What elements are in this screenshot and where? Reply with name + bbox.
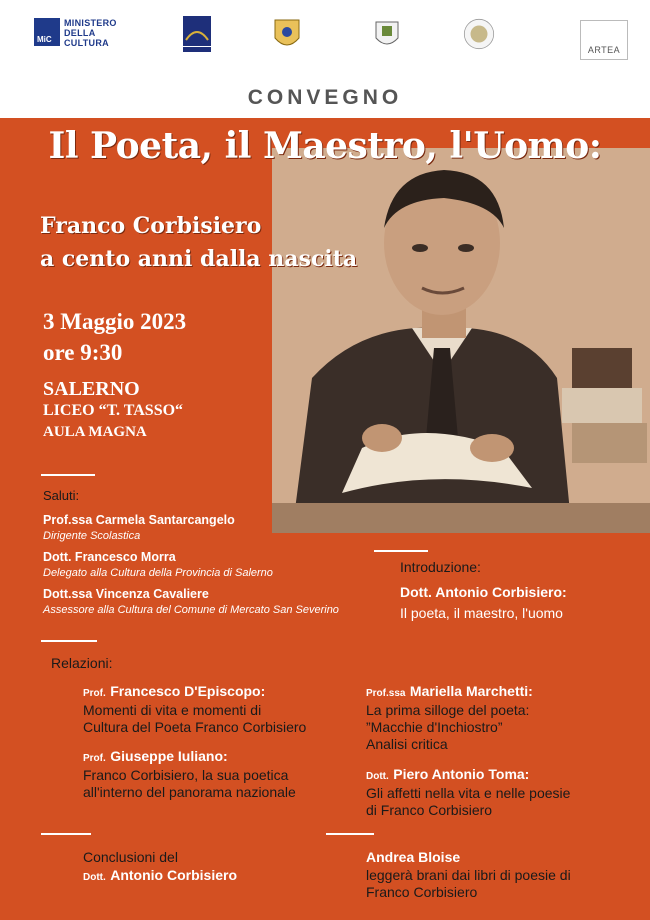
subtitle-line-1: Franco Corbisiero (40, 213, 262, 239)
divider (326, 833, 374, 835)
saluti-speaker-1: Prof.ssa Carmela Santarcangelo (43, 513, 235, 527)
ministry-culture-logo (34, 18, 134, 50)
mic-line-2: DELLA (64, 28, 96, 38)
portrait-photo (272, 148, 650, 533)
event-date: 3 Maggio 2023 (43, 309, 187, 334)
event-title: Il Poeta, il Maestro, l'Uomo: (48, 125, 602, 167)
saluti-role-2: Delegato alla Cultura della Provincia di Salerno (43, 567, 273, 579)
divider (41, 833, 91, 835)
divider (41, 640, 97, 642)
conclusioni-label: Conclusioni del (83, 849, 178, 865)
divider (41, 474, 95, 476)
conclusioni-speaker: Dott. Antonio Corbisiero (83, 867, 238, 883)
intro-topic: Il poeta, il maestro, l'uomo (400, 605, 563, 621)
relazione-4-topic: Gli affetti nella vita e nelle poesie di Franco Corbisiero (366, 785, 571, 818)
saluti-speaker-3: Dott.ssa Vincenza Cavaliere (43, 587, 209, 601)
relazione-2-topic: Franco Corbisiero, la sua poetica all'interno del panorama nazionale (83, 767, 296, 800)
relazione-1-topic: Momenti di vita e momenti di Cultura del Poeta Franco Corbisiero (83, 702, 307, 735)
event-venue: LICEO “T. TASSO“ (43, 402, 184, 419)
relazione-3-speaker: Prof.ssa Mariella Marchetti: (366, 683, 533, 699)
relazione-3-topic: La prima silloge del poeta: ”Macchie d'Inchiostro” Analisi critica (366, 702, 530, 752)
artea-label: ARTEA (587, 45, 621, 55)
lettura-speaker: Andrea Bloise (366, 849, 461, 865)
saluti-speaker-2: Dott. Francesco Morra (43, 550, 176, 564)
mic-line-3: CULTURA (64, 38, 109, 48)
intro-heading: Introduzione: (400, 559, 481, 575)
artea-logo (580, 20, 628, 60)
divider (374, 550, 428, 552)
kicker: CONVEGNO (247, 86, 403, 109)
relazioni-heading: Relazioni: (51, 655, 113, 671)
relazione-4-speaker: Dott. Piero Antonio Toma: (366, 766, 530, 782)
provincia-salerno-logo (270, 14, 304, 54)
relazione-2-speaker: Prof. Giuseppe Iuliano: (83, 748, 228, 764)
relazione-1-speaker: Prof. Francesco D'Episcopo: (83, 683, 266, 699)
lettura-description: leggerà brani dai libri di poesie di Franco Corbisiero (366, 867, 571, 900)
saluti-role-1: Dirigente Scolastica (43, 530, 141, 542)
event-city: SALERNO (43, 378, 140, 400)
logo-bar (0, 0, 650, 82)
mic-badge: MiC (34, 18, 60, 46)
comune-seal-logo (370, 14, 404, 54)
subtitle-line-2: a cento anni dalla nascita (40, 246, 358, 272)
intro-speaker: Dott. Antonio Corbisiero: (400, 584, 567, 600)
saluti-heading: Saluti: (43, 488, 80, 503)
event-time: ore 9:30 (43, 340, 123, 365)
event-room: AULA MAGNA (43, 424, 147, 440)
liceo-tasso-logo (462, 14, 496, 54)
regione-campania-logo (180, 14, 214, 54)
saluti-role-3: Assessore alla Cultura del Comune di Mercato San Severino (43, 604, 339, 616)
mic-line-1: MINISTERO (64, 18, 117, 28)
